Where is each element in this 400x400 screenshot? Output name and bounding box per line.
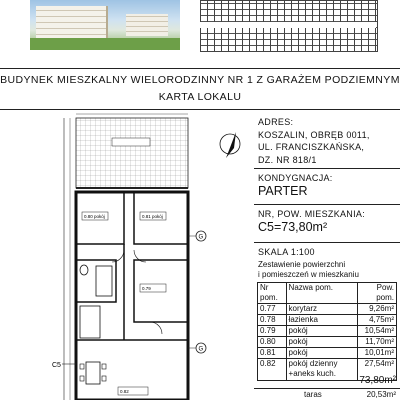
dining-table bbox=[86, 362, 100, 384]
dining-chair-1 bbox=[80, 364, 84, 369]
address-block bbox=[258, 116, 370, 166]
level-value: PARTER bbox=[258, 184, 308, 198]
table-row bbox=[258, 315, 397, 326]
header-area: Pow. pom. bbox=[358, 283, 397, 304]
room-nr: 0.79 bbox=[258, 326, 287, 337]
terrace-area: 20,53m² bbox=[366, 390, 396, 399]
divider bbox=[254, 242, 400, 243]
rooms-heading bbox=[258, 260, 359, 279]
room-nr: 0.80 bbox=[258, 337, 287, 348]
level-label: KONDYGNACJA: bbox=[258, 173, 333, 183]
terrace-tag bbox=[112, 138, 150, 146]
building-photo bbox=[30, 0, 180, 50]
room-area: 10,01m² bbox=[358, 348, 397, 359]
info-panel bbox=[254, 110, 400, 400]
rooms-table bbox=[257, 282, 397, 381]
room-area: 9,26m² bbox=[358, 304, 397, 315]
dining-chair-3 bbox=[80, 376, 84, 381]
axis-label-upper: G bbox=[198, 234, 204, 241]
unit-value: C5=73,80m² bbox=[258, 220, 328, 234]
card-title: KARTA LOKALU bbox=[158, 91, 242, 103]
photo-building-main bbox=[36, 6, 108, 40]
dining-chair-2 bbox=[102, 364, 106, 369]
room-area: 11,70m² bbox=[358, 337, 397, 348]
divider bbox=[254, 168, 400, 169]
table-row bbox=[258, 326, 397, 337]
total-area: 73,80m² bbox=[359, 375, 396, 386]
dining-chair-4 bbox=[102, 376, 106, 381]
title-block bbox=[0, 68, 400, 110]
header-nr: Nr pom. bbox=[258, 283, 287, 304]
room-nr: 0.81 bbox=[258, 348, 287, 359]
table-row bbox=[258, 348, 397, 359]
terrace-name: taras bbox=[304, 390, 322, 399]
site-plan-corridor bbox=[200, 22, 376, 28]
address-line-1: KOSZALIN, OBRĘB 0011, bbox=[258, 129, 370, 140]
table-row bbox=[258, 337, 397, 348]
room-nr: 0.77 bbox=[258, 304, 287, 315]
unit-label: NR, POW. MIESZKANIA: bbox=[258, 209, 366, 219]
room-label-0-82: 0.82 bbox=[120, 389, 129, 394]
room-name: pokój bbox=[286, 326, 358, 337]
photo-building-far bbox=[126, 14, 168, 36]
photo-lawn bbox=[30, 38, 180, 50]
building-title: BUDYNEK MIESZKALNY WIELORODZINNY NR 1 Z GARAŻEM PODZIEMNYM bbox=[0, 74, 400, 86]
room-nr: 0.82 bbox=[258, 359, 287, 381]
room-nr: 0.78 bbox=[258, 315, 287, 326]
apartment-outline bbox=[76, 192, 188, 400]
terrace-area bbox=[76, 118, 188, 188]
room-name: pokój bbox=[286, 337, 358, 348]
door-swing-3 bbox=[150, 322, 162, 334]
room-label-0-81: 0.81 pokój bbox=[142, 214, 163, 219]
table-row bbox=[258, 304, 397, 315]
address-line-3: DZ. NR 818/1 bbox=[258, 154, 317, 165]
unit-block bbox=[258, 208, 365, 234]
room-label-0-80: 0.80 pokój bbox=[84, 214, 105, 219]
room-area: 27,54m² bbox=[358, 359, 397, 381]
bathtub-fixture bbox=[96, 266, 112, 296]
toilet-fixture bbox=[80, 265, 88, 275]
top-visual-strip bbox=[0, 0, 400, 60]
room-name: korytarz bbox=[286, 304, 358, 315]
rooms-heading-line-2: i pomieszczeń w mieszkaniu bbox=[258, 269, 359, 279]
floor-plan bbox=[0, 110, 254, 400]
divider bbox=[254, 388, 400, 389]
address-label: ADRES: bbox=[258, 117, 294, 127]
unit-marker: C5 bbox=[52, 362, 61, 369]
table-header-row bbox=[258, 283, 397, 304]
axis-label-lower: G bbox=[198, 346, 204, 353]
divider bbox=[254, 204, 400, 205]
rooms-heading-line-1: Zestawienie powierzchni bbox=[258, 260, 346, 269]
room-name: łazienka bbox=[286, 315, 358, 326]
header-name: Nazwa pom. bbox=[286, 283, 358, 304]
address-line-2: UL. FRANCISZKAŃSKA, bbox=[258, 142, 365, 152]
kitchen-counter bbox=[80, 306, 100, 338]
room-area: 4,75m² bbox=[358, 315, 397, 326]
room-name: pokój dzienny +aneks kuch. bbox=[286, 359, 358, 381]
room-name: pokój bbox=[286, 348, 358, 359]
scale-label: SKALA 1:100 bbox=[258, 247, 315, 257]
level-block bbox=[258, 172, 333, 198]
room-area: 10,54m² bbox=[358, 326, 397, 337]
room-label-0-79: 0.79 bbox=[142, 286, 151, 291]
floor-plan-drawing bbox=[0, 110, 254, 400]
